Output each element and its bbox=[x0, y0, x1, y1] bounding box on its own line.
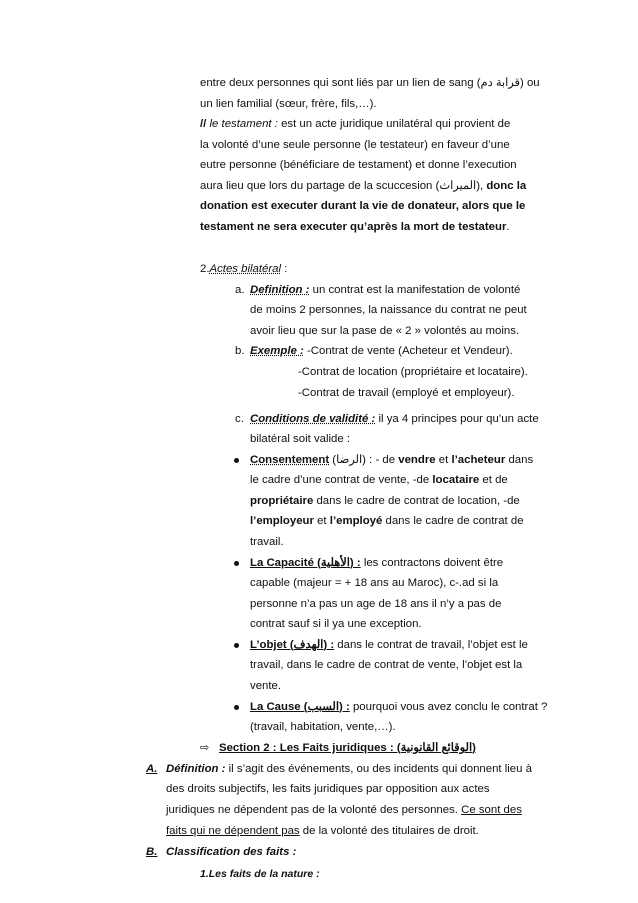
text-run: juridiques ne dépendent pas de la volonté des personnes. bbox=[166, 804, 462, 816]
underlined-run: faits qui ne dépendent pas bbox=[166, 825, 300, 837]
text-line: capable (majeur = + 18 ans au Maroc), c-.ad si la bbox=[250, 577, 499, 589]
text-run: (الرضا) : - de bbox=[329, 454, 399, 466]
text-line bbox=[250, 412, 539, 426]
text-line: bilatéral soit valide : bbox=[250, 433, 351, 445]
part-a-label: A. bbox=[146, 763, 158, 775]
text-run: dans bbox=[505, 454, 534, 466]
text-run: et bbox=[313, 515, 330, 527]
testament-term: le testament : bbox=[209, 118, 278, 130]
text-line: personne n’a pas un age de 18 ans il n’y a pas de bbox=[250, 598, 502, 610]
classification-heading: Classification des faits : bbox=[166, 846, 297, 858]
list-label-b: b. bbox=[235, 345, 245, 357]
heading-title: Actes bilatéral bbox=[209, 263, 282, 275]
text-run: pourquoi vous avez conclu le contrat ? bbox=[349, 701, 548, 713]
text-line bbox=[200, 117, 510, 131]
heading-number: 2. bbox=[200, 263, 210, 275]
text-run: est un acte juridique unilatéral qui provient de bbox=[277, 118, 511, 130]
text-line: contrat sauf si il ya une exception. bbox=[250, 618, 422, 630]
bold-run: l’employé bbox=[329, 515, 383, 527]
text-line: (travail, habitation, vente,…). bbox=[250, 721, 396, 733]
text-line: avoir lieu que sur la pase de « 2 » volontés au moins. bbox=[250, 325, 520, 337]
text-line bbox=[200, 179, 526, 193]
text-line: un lien familial (sœur, frère, fils,…). bbox=[200, 98, 377, 110]
text-line bbox=[250, 283, 520, 297]
text-run: dans le contrat de travail, l’objet est le bbox=[334, 639, 528, 651]
text-run: : bbox=[281, 263, 288, 275]
text-line bbox=[250, 473, 508, 487]
arrow-right-icon: ⇨ bbox=[200, 742, 210, 754]
text-run: de la volonté des titulaires de droit. bbox=[299, 825, 479, 837]
text-run: -Contrat de vente (Acheteur et Vendeur). bbox=[303, 345, 513, 357]
text-line bbox=[250, 344, 513, 358]
text-line bbox=[250, 556, 503, 570]
text-run: aura lieu que lors du partage de la scuccesion (الميراث), bbox=[200, 180, 487, 192]
text-run: les contractons doivent être bbox=[360, 557, 504, 569]
text-run: dans le cadre de contrat de location, -de bbox=[313, 495, 520, 507]
text-line: vente. bbox=[250, 680, 282, 692]
conditions-term: Conditions de validité : bbox=[250, 413, 376, 425]
text-line bbox=[250, 700, 547, 714]
text-line: des droits subjectifs, les faits juridiques par opposition aux actes bbox=[166, 783, 490, 795]
bold-run: locataire bbox=[432, 474, 480, 486]
text-run: il s’agit des événements, ou des incidents qui donnent lieu à bbox=[225, 763, 532, 775]
text-line: de moins 2 personnes, la naissance du contrat ne peut bbox=[250, 304, 527, 316]
text-run: il ya 4 principes pour qu’un acte bbox=[375, 413, 539, 425]
text-run: et de bbox=[479, 474, 508, 486]
bold-run: propriétaire bbox=[250, 495, 314, 507]
consentement-term: Consentement bbox=[250, 454, 330, 466]
text-line: -Contrat de location (propriétaire et locataire). bbox=[298, 366, 528, 378]
list-label-c: c. bbox=[235, 413, 244, 425]
bold-run: testament ne sera executer qu’après la mort de testateur bbox=[200, 221, 507, 233]
definition-term: Définition : bbox=[166, 763, 226, 775]
bold-run: l’acheteur bbox=[451, 454, 506, 466]
underlined-run: Ce sont des bbox=[461, 804, 522, 816]
bullet-icon bbox=[234, 705, 239, 710]
objet-term: L’objet (الهدف) : bbox=[250, 639, 335, 651]
text-run: . bbox=[506, 221, 510, 233]
subheading: 1.Les faits de la nature : bbox=[200, 868, 320, 880]
text-run: dans le cadre de contrat de bbox=[382, 515, 524, 527]
text-run: et bbox=[435, 454, 452, 466]
text-line bbox=[200, 220, 510, 234]
text-line bbox=[250, 453, 533, 467]
text-run: un contrat est la manifestation de volonté bbox=[309, 284, 521, 296]
text-line: travail. bbox=[250, 536, 284, 548]
bullet-icon bbox=[234, 458, 239, 463]
text-line bbox=[250, 638, 528, 652]
actes-heading bbox=[200, 262, 287, 276]
text-line bbox=[250, 494, 520, 508]
text-line: travail, dans le cadre de contrat de vente, l’objet est la bbox=[250, 659, 523, 671]
text-line bbox=[166, 803, 522, 817]
bold-run: vendre bbox=[398, 454, 436, 466]
bullet-icon bbox=[234, 643, 239, 648]
bold-run: donc la bbox=[486, 180, 527, 192]
cause-term: La Cause (السبب) : bbox=[250, 701, 350, 713]
bullet-icon bbox=[234, 561, 239, 566]
exemple-term: Exemple : bbox=[250, 345, 304, 357]
text-line: donation est executer durant la vie de donateur, alors que le bbox=[200, 200, 526, 212]
list-label-a: a. bbox=[235, 284, 245, 296]
section-title: Section 2 : Les Faits juridiques : (الوقائع القانونية) bbox=[219, 742, 476, 754]
text-line: la volonté d’une seule personne (le testateur) en faveur d’une bbox=[200, 139, 510, 151]
bold-run: l’employeur bbox=[250, 515, 314, 527]
text-line: entre deux personnes qui sont liés par un lien de sang (قرابة دم) ou bbox=[200, 77, 540, 89]
definition-term: Definition : bbox=[250, 284, 310, 296]
text-line bbox=[250, 514, 524, 528]
double-slash-mark: // bbox=[200, 118, 207, 130]
text-line: -Contrat de travail (employé et employeur). bbox=[298, 387, 515, 399]
part-b-label: B. bbox=[146, 846, 158, 858]
text-line bbox=[166, 762, 532, 776]
text-line: eutre personne (bénéficiare de testament) et donne l’execution bbox=[200, 159, 517, 171]
text-line bbox=[166, 824, 479, 838]
capacite-term: La Capacité (الأهلية) : bbox=[250, 557, 361, 569]
text-run: le cadre d’une contrat de vente, -de bbox=[250, 474, 433, 486]
